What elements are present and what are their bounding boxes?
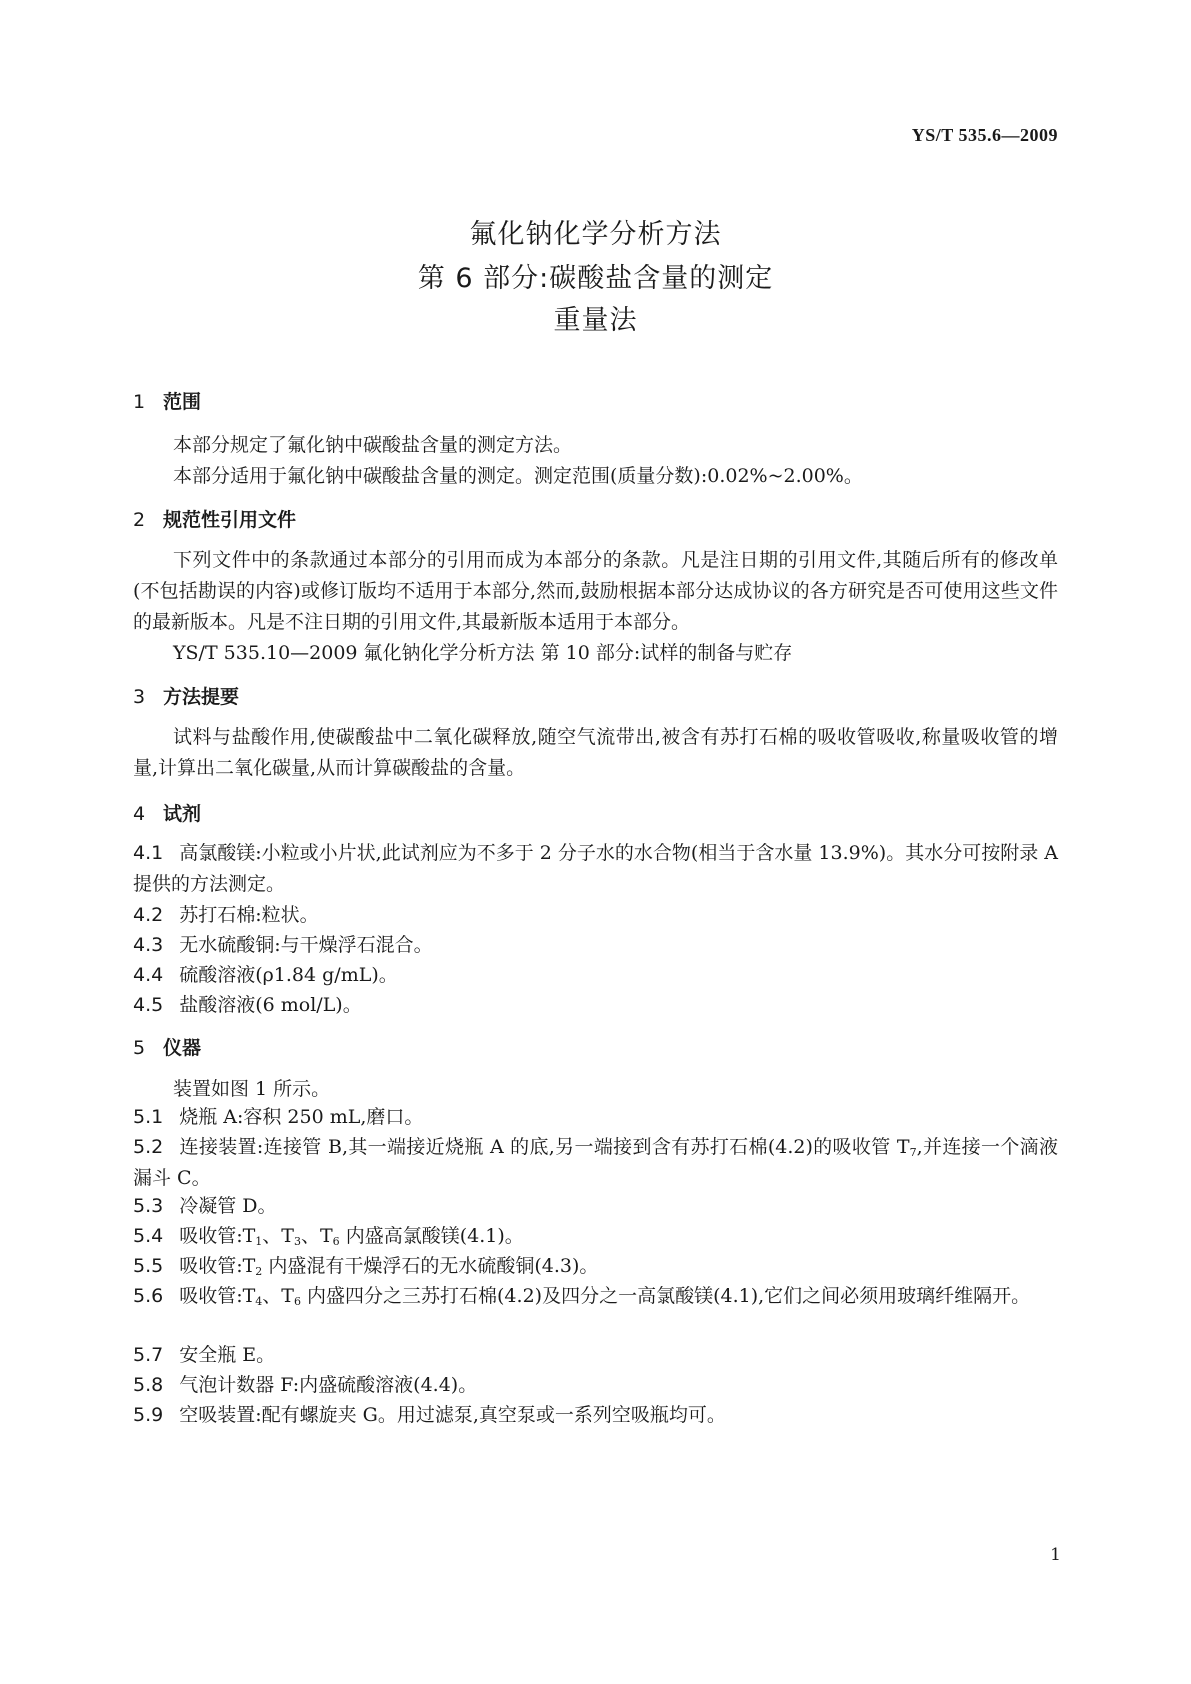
section-number: 5 (133, 1037, 146, 1059)
list-item (133, 900, 1058, 931)
list-item (133, 1281, 1058, 1312)
item-text: 、T (262, 1285, 294, 1307)
item-text: 冷凝管 D。 (179, 1195, 277, 1217)
item-text: 吸收管:T (179, 1255, 256, 1277)
page-number: 1 (1050, 1545, 1061, 1565)
section-title: 范围 (163, 391, 202, 413)
item-text: 吸收管:T (179, 1285, 256, 1307)
item-text: 、T (262, 1225, 294, 1247)
document-subtitle: 第 6 部分:碳酸盐含量的测定 (417, 263, 774, 294)
normative-reference: YS/T 535.10—2009 氟化钠化学分析方法 第 10 部分:试样的制备与贮存 (173, 642, 793, 664)
list-item (133, 1400, 1058, 1431)
list-item (133, 1370, 1058, 1401)
item-number: 5.2 (133, 1136, 164, 1158)
standard-code: YS/T 535.6—2009 (911, 125, 1058, 145)
section-title: 试剂 (163, 803, 202, 825)
list-item (133, 990, 1058, 1021)
item-number: 5.9 (133, 1404, 164, 1426)
document-title: 氟化钠化学分析方法 (469, 219, 722, 250)
item-text: 空吸装置:配有螺旋夹 G。用过滤泵,真空泵或一系列空吸瓶均可。 (179, 1404, 726, 1426)
section-title: 仪器 (163, 1037, 202, 1059)
list-item (133, 1251, 1058, 1282)
paragraph: 本部分规定了氟化钠中碳酸盐含量的测定方法。 (173, 434, 573, 456)
subscript: 7 (909, 1146, 917, 1159)
item-number: 5.5 (133, 1255, 164, 1277)
item-text: 硫酸溶液(ρ1.84 g/mL)。 (179, 964, 398, 986)
item-number: 4.4 (133, 964, 164, 986)
section-heading-5 (133, 1033, 201, 1060)
item-text: 高氯酸镁:小粒或小片状,此试剂应为不多于 2 分子水的水合物(相当于含水量 13.9%)。其水分可按附录 A 提供的方法测定。 (133, 842, 1058, 895)
subscript: 6 (293, 1295, 301, 1308)
section-heading-3 (133, 682, 239, 709)
list-item (133, 960, 1058, 991)
item-text: 无水硫酸铜:与干燥浮石混合。 (179, 934, 433, 956)
item-text: 吸收管:T (179, 1225, 256, 1247)
item-number: 5.8 (133, 1374, 164, 1396)
subscript: 4 (255, 1295, 263, 1308)
item-text: 气泡计数器 F:内盛硫酸溶液(4.4)。 (179, 1374, 478, 1396)
subscript: 1 (255, 1235, 263, 1248)
item-number: 5.3 (133, 1195, 164, 1217)
item-text: ,并连接一个滴液漏斗 C。 (133, 1136, 1058, 1189)
section-heading-4 (133, 799, 201, 826)
paragraph: 下列文件中的条款通过本部分的引用而成为本部分的条款。凡是注日期的引用文件,其随后所有的修改单(不包括勘误的内容)或修订版均不适用于本部分,然而,鼓励根据本部分达成协议的各方研究是否可使用这些文件的最新版本。凡是不注日期的引用文件,其最新版本适用于本部分。 (133, 549, 1058, 633)
item-text: 烧瓶 A:容积 250 mL,磨口。 (179, 1106, 424, 1128)
item-number: 4.1 (133, 842, 164, 864)
section-number: 2 (133, 509, 146, 531)
paragraph: 试料与盐酸作用,使碳酸盐中二氧化碳释放,随空气流带出,被含有苏打石棉的吸收管吸收,称量吸收管的增量,计算出二氧化碳量,从而计算碳酸盐的含量。 (133, 726, 1058, 779)
subscript: 2 (255, 1265, 263, 1278)
list-item (133, 1340, 1058, 1371)
list-item (133, 1191, 1058, 1222)
section-heading-1 (133, 387, 201, 414)
section-title: 规范性引用文件 (163, 509, 297, 531)
section-heading-2 (133, 505, 296, 532)
item-number: 4.3 (133, 934, 164, 956)
subscript: 6 (332, 1235, 340, 1248)
list-item (133, 1221, 1058, 1252)
list-item (133, 1132, 1058, 1194)
item-number: 5.1 (133, 1106, 164, 1128)
paragraph: 装置如图 1 所示。 (173, 1078, 331, 1100)
item-text: 盐酸溶液(6 mol/L)。 (179, 994, 362, 1016)
item-number: 4.2 (133, 904, 164, 926)
item-number: 5.6 (133, 1285, 164, 1307)
item-text: 安全瓶 E。 (179, 1344, 276, 1366)
item-number: 4.5 (133, 994, 164, 1016)
item-text: 连接装置:连接管 B,其一端接近烧瓶 A 的底,另一端接到含有苏打石棉(4.2)的吸收管 T (179, 1136, 910, 1158)
section-number: 4 (133, 803, 146, 825)
item-text: 、T (300, 1225, 333, 1247)
item-text: 苏打石棉:粒状。 (179, 904, 319, 926)
section-title: 方法提要 (163, 686, 240, 708)
paragraph: 本部分适用于氟化钠中碳酸盐含量的测定。测定范围(质量分数):0.02%~2.00%。 (173, 465, 863, 487)
item-text: 内盛四分之三苏打石棉(4.2)及四分之一高氯酸镁(4.1),它们之间必须用玻璃纤维隔开。 (300, 1285, 1031, 1307)
item-number: 5.4 (133, 1225, 164, 1247)
list-item (133, 1102, 1058, 1133)
subscript: 3 (293, 1235, 301, 1248)
document-method: 重量法 (553, 305, 638, 336)
item-text: 内盛高氯酸镁(4.1)。 (339, 1225, 524, 1247)
section-number: 3 (133, 686, 146, 708)
item-text: 内盛混有干燥浮石的无水硫酸铜(4.3)。 (262, 1255, 599, 1277)
section-number: 1 (133, 391, 146, 413)
list-item (133, 930, 1058, 961)
list-item (133, 838, 1058, 900)
item-number: 5.7 (133, 1344, 164, 1366)
